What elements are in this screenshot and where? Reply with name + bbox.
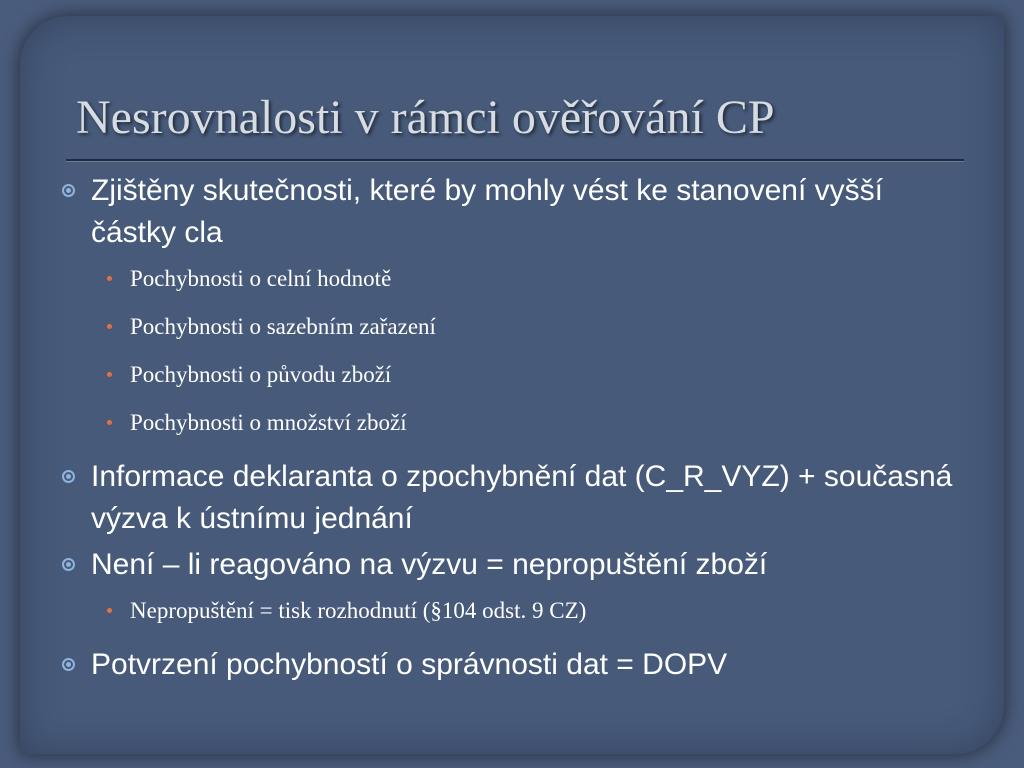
small-dot-bullet-icon [107, 420, 112, 425]
bullet-text: Informace deklaranta o zpochybnění dat (C_R_VYZ) + současná výzva k ústnímu jednání [91, 460, 953, 535]
bullet-text: Potvrzení pochybností o správnosti dat = DOPV [91, 648, 728, 681]
small-dot-bullet-icon [107, 608, 112, 613]
sub-bullet-item [62, 596, 962, 626]
circled-dot-bullet-icon [62, 470, 75, 483]
circled-dot-bullet-icon [62, 184, 75, 197]
bullet-item [62, 644, 962, 686]
sub-bullet-item [62, 408, 962, 438]
bullet-item [62, 170, 962, 254]
sub-bullet-text: Nepropuštění = tisk rozhodnutí (§104 odst. 9 CZ) [130, 598, 587, 623]
slide-title: Nesrovnalosti v rámci ověřování CP [76, 91, 775, 144]
sub-bullet-text: Pochybnosti o sazebním zařazení [130, 314, 436, 339]
sub-bullet-text: Pochybnosti o celní hodnotě [130, 266, 392, 291]
title-divider [66, 159, 964, 162]
bullet-item [62, 456, 962, 540]
bullet-text: Není – li reagováno na výzvu = nepropuštění zboží [91, 548, 768, 581]
sub-bullet-item [62, 312, 962, 342]
bullet-text: Zjištěny skutečnosti, které by mohly vést ke stanovení vyšší částky cla [91, 174, 883, 249]
small-dot-bullet-icon [107, 372, 112, 377]
small-dot-bullet-icon [107, 324, 112, 329]
sub-bullet-text: Pochybnosti o množství zboží [130, 410, 407, 435]
small-dot-bullet-icon [107, 276, 112, 281]
circled-dot-bullet-icon [62, 658, 75, 671]
bullet-item [62, 544, 962, 586]
circled-dot-bullet-icon [62, 558, 75, 571]
bullet-list [62, 170, 962, 690]
sub-bullet-item [62, 264, 962, 294]
sub-bullet-text: Pochybnosti o původu zboží [130, 362, 392, 387]
sub-bullet-item [62, 360, 962, 390]
